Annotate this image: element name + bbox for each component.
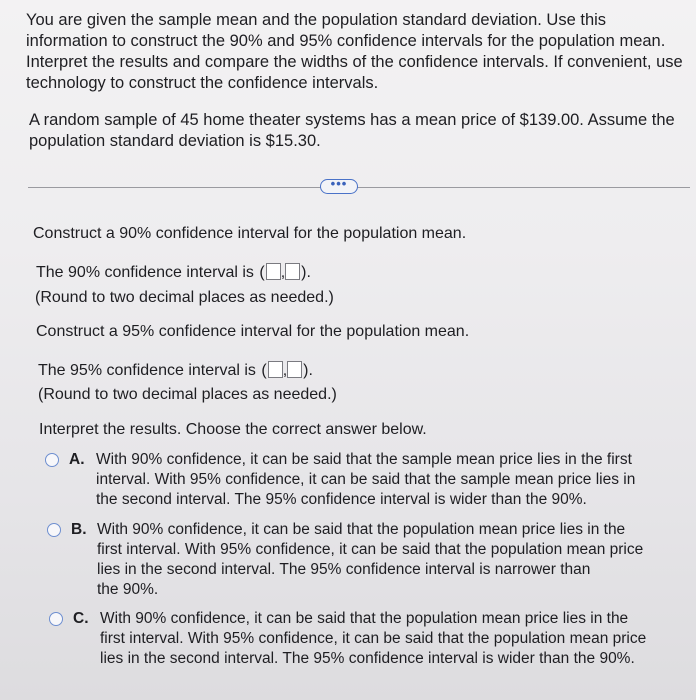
part90-lower-input[interactable] (266, 263, 281, 280)
part90-hint: (Round to two decimal places as needed.) (35, 289, 334, 306)
option-c-radio[interactable] (49, 612, 63, 626)
part90-prompt: Construct a 90% confidence interval for the population mean. (33, 225, 467, 242)
part95-hint: (Round to two decimal places as needed.) (38, 386, 337, 403)
part95-prompt: Construct a 95% confidence interval for the population mean. (36, 323, 470, 340)
option-b-line: lies in the second interval. The 95% confidence interval is narrower than (97, 561, 591, 578)
option-a-line: interval. With 95% confidence, it can be said that the sample mean price lies in (96, 471, 636, 488)
part95-answer-prefix: The 95% confidence interval is (38, 362, 256, 379)
option-b-line: the 90%. (97, 581, 159, 598)
option-b-text[interactable] (97, 520, 667, 600)
option-a-radio[interactable] (45, 453, 59, 467)
option-a-line: With 90% confidence, it can be said that the sample mean price lies in the first (96, 451, 632, 468)
part90-upper-input[interactable] (285, 263, 300, 280)
problem-sample: A random sample of 45 home theater systems has a mean price of $139.00. Assume the population standard deviation is $15.30. (29, 111, 675, 150)
part95-answer-line: The 95% confidence interval is ( , ). (38, 362, 313, 379)
option-c-line: lies in the second interval. The 95% confidence interval is wider than the 90%. (100, 650, 635, 667)
part95-lower-input[interactable] (268, 361, 283, 378)
option-b-line: first interval. With 95% confidence, it can be said that the population mean price (97, 541, 644, 558)
option-b-letter: B. (71, 521, 87, 538)
option-c-letter: C. (73, 610, 89, 627)
option-a-text[interactable] (96, 450, 666, 510)
part90-answer-prefix: The 90% confidence interval is (36, 264, 254, 281)
option-b-line: With 90% confidence, it can be said that the population mean price lies in the (97, 521, 626, 538)
interpret-prompt: Interpret the results. Choose the correct answer below. (39, 421, 427, 438)
more-button[interactable] (320, 176, 358, 194)
option-c-text[interactable] (100, 609, 670, 669)
more-button-label: ••• (330, 176, 348, 191)
option-a-line: the second interval. The 95% confidence interval is wider than the 90%. (96, 491, 587, 508)
option-c-line: With 90% confidence, it can be said that the population mean price lies in the (100, 610, 629, 627)
option-c-line: first interval. With 95% confidence, it can be said that the population mean price (100, 630, 647, 647)
problem-intro: You are given the sample mean and the population standard deviation. Use this information to construct the 90% and 95% confidence intervals for the population mean. Interpret the results and compare the widths of the confidence intervals. If convenient, use technology to construct the confidence intervals. (26, 11, 683, 92)
part95-upper-input[interactable] (287, 361, 302, 378)
part90-answer-line: The 90% confidence interval is ( , ). (36, 264, 311, 281)
divider (28, 187, 690, 188)
option-b-radio[interactable] (47, 523, 61, 537)
option-a-letter: A. (69, 451, 85, 468)
